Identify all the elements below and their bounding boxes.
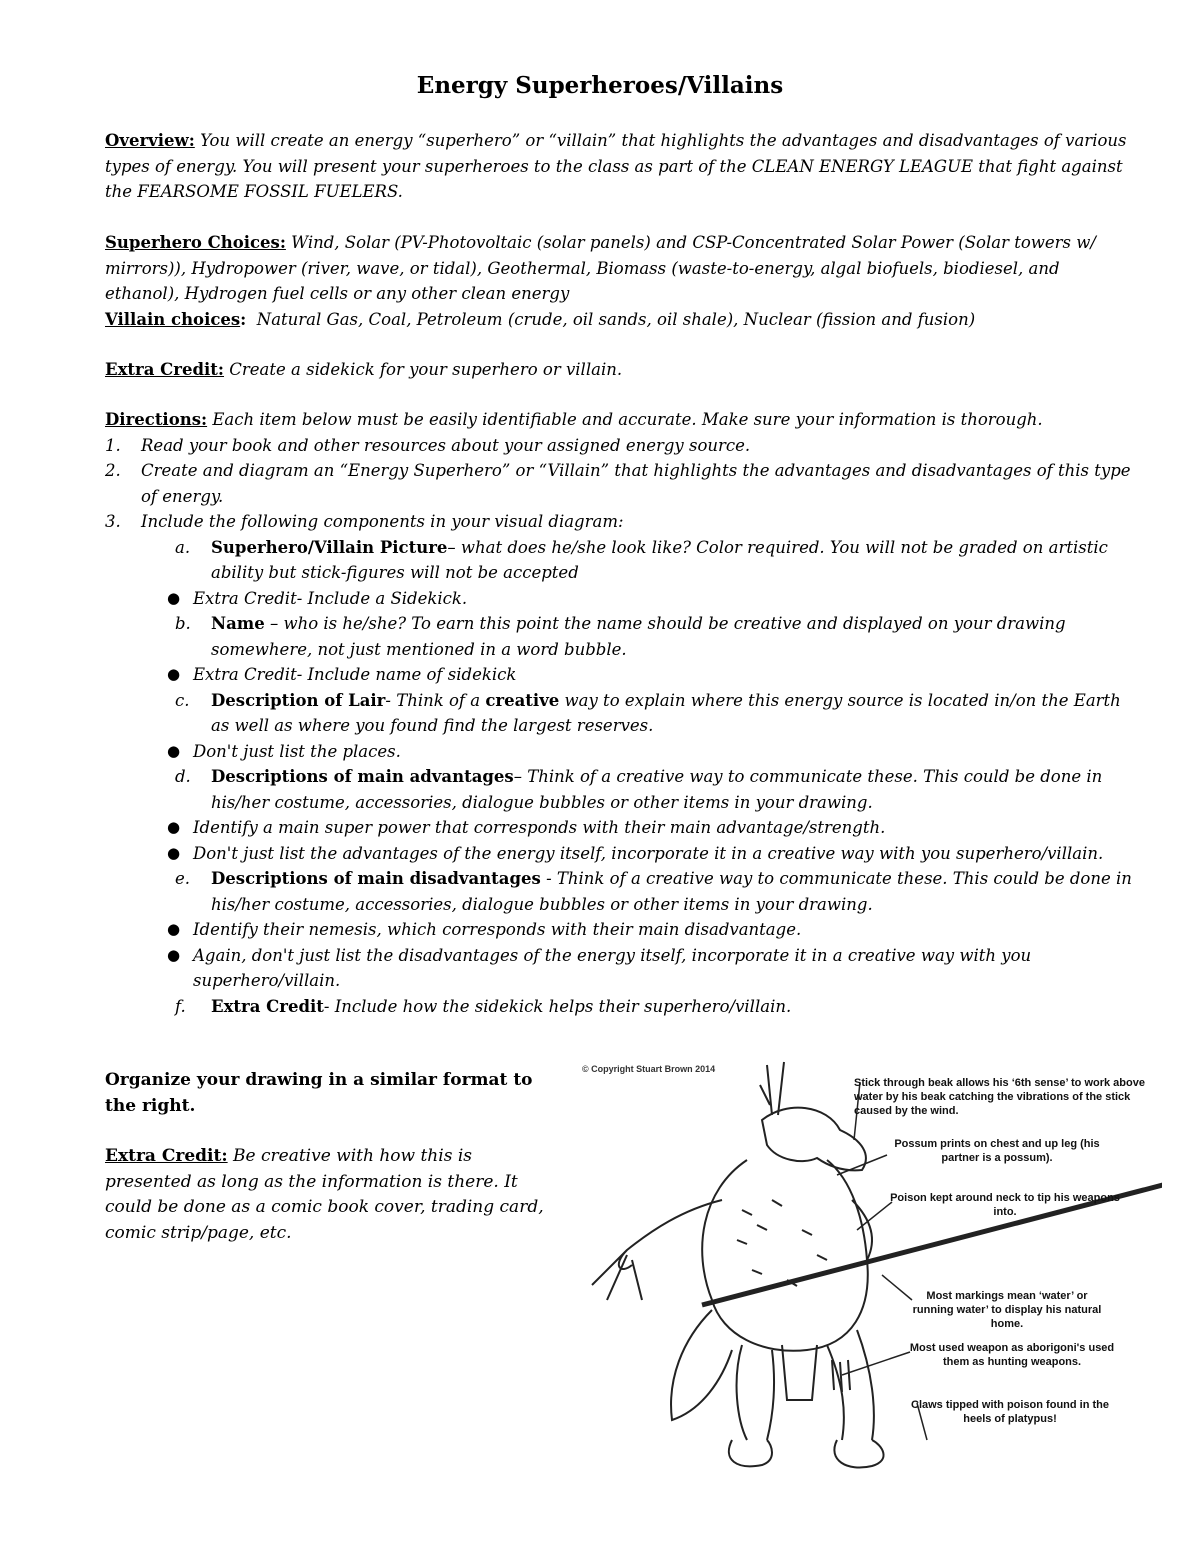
directions-text: Each item below must be easily identifiable and accurate. Make sure your information is thorough. (212, 410, 1043, 429)
annotation-claws: Claws tipped with poison found in the heels of platypus! (911, 1399, 1109, 1425)
component-item-f: f. Extra Credit- Include how the sidekick helps their superhero/villain. (175, 996, 792, 1016)
annotation-beak: Stick through beak allows his ‘6th sense’ to work above water by his beak catching the vibrations of the stick caused by the wind. (854, 1077, 1145, 1117)
bullet-item: ● Extra Credit- Include name of sidekick (105, 662, 1135, 688)
component-item-d: d. Descriptions of main advantages– Think of a creative way to communicate these. This could be done in his/her costume, accessories, dialogue bubbles or other items in your drawing. ● Identify a main super power that corresponds with their main advantage/strength. ● Don't just list the advantages of the energy itself, incorporate it in a creative way with you superhero/villain. (105, 764, 1135, 866)
bullet-item: ● Again, don't just list the disadvantages of the energy itself, incorporate it in a creative way with you superhero/villain. (105, 943, 1135, 994)
annotation-weapon: Most used weapon as aborigoni's used them as hunting weapons. (909, 1342, 1115, 1368)
superhero-choices-label: Superhero Choices: (105, 233, 286, 252)
extra-credit-label: Extra Credit: (105, 360, 225, 379)
component-item-a: a. Superhero/Villain Picture– what does he/she look like? Color required. You will not be graded on artistic ability but stick-figures will not be accepted ● Extra Credit- Include a Sidekick. (105, 535, 1135, 612)
figure-copyright: © Copyright Stuart Brown 2014 (582, 1064, 716, 1074)
bullet-item: ● Identify a main super power that corresponds with their main advantage/strength. (105, 815, 1135, 841)
organize-text: Organize your drawing in a similar format to the right. (105, 1070, 533, 1116)
direction-step: 1. Read your book and other resources about your assigned energy source. (105, 435, 751, 455)
overview-paragraph (105, 128, 1135, 205)
villain-choices-label: Villain choices (105, 310, 241, 329)
components-list (105, 535, 1135, 1020)
page-title: Energy Superheroes/Villains (416, 72, 784, 99)
organize-section (105, 1068, 550, 1246)
superhero-choices-text: Wind, Solar (PV-Photovoltaic (solar panels) and CSP-Concentrated Solar Power (Solar towers w/ mirrors)), Hydropower (river, wave, or tidal), Geothermal, Biomass (waste-to-energy, algal biofuels, biodiesel, and ethanol), Hydrogen fuel cells or any other clean energy (105, 233, 1096, 303)
overview-text: You will create an energy “superhero” or “villain” that highlights the advantages and disadvantages of various types of energy. You will present your superheroes to the class as part of the CLEAN ENERGY LEAGUE that fight against the FEARSOME FOSSIL FUELERS. (105, 131, 1127, 201)
component-item-e: e. Descriptions of main disadvantages - Think of a creative way to communicate these. This could be done in his/her costume, accessories, dialogue bubbles or other items in your drawing. ● Identify their nemesis, which corresponds with their main disadvantage. ● Again, don't just list the disadvantages of the energy itself, incorporate it in a creative way with you superhero/villain. (105, 866, 1135, 994)
bullet-item: ● Extra Credit- Include a Sidekick. (105, 586, 1135, 612)
villain-choices-paragraph: Villain choices: Natural Gas, Coal, Petroleum (crude, oil sands, oil shale), Nuclear (fission and fusion) (105, 310, 976, 329)
annotation-possum: Possum prints on chest and up leg (his partner is a possum). (894, 1138, 1100, 1164)
annotation-markings: Most markings mean ‘water’ or running water’ to display his natural home. (912, 1290, 1102, 1330)
example-figure (572, 1060, 1162, 1490)
overview-label: Overview: (105, 131, 195, 150)
direction-step: 3. Include the following components in your visual diagram: (105, 512, 624, 531)
annotation-poison: Poison kept around neck to tip his weapons into. (890, 1192, 1120, 1218)
extra-credit-bottom-label: Extra Credit: (105, 1146, 228, 1166)
extra-credit-paragraph (105, 357, 1135, 383)
component-item-c: c. Description of Lair- Think of a creative way to explain where this energy source is located in/on the Earth as well as where you found find the largest reserves. ● Don't just list the places. (105, 688, 1135, 765)
extra-credit-bottom-text: Be creative with how this is presented as long as the information is there. It could be done as a comic book cover, trading card, comic strip/page, etc. (105, 1146, 544, 1243)
directions-section (105, 407, 1135, 1019)
bullet-item: ● Don't just list the places. (105, 739, 1135, 765)
extra-credit-text: Create a sidekick for your superhero or villain. (229, 360, 623, 379)
directions-steps (105, 433, 1135, 535)
direction-step: 2. Create and diagram an “Energy Superhero” or “Villain” that highlights the advantages and disadvantages of this type of energy. (105, 461, 1131, 506)
bullet-item: ● Don't just list the advantages of the energy itself, incorporate it in a creative way with you superhero/villain. (105, 841, 1135, 867)
superhero-choices-paragraph (105, 230, 1135, 307)
directions-label: Directions: (105, 410, 208, 429)
directions-intro (105, 407, 1135, 433)
bullet-item: ● Identify their nemesis, which corresponds with their main disadvantage. (105, 917, 1135, 943)
villain-choices-text: Natural Gas, Coal, Petroleum (crude, oil sands, oil shale), Nuclear (fission and fusion) (256, 310, 976, 329)
component-item-b: b. Name – who is he/she? To earn this point the name should be creative and displayed on your drawing somewhere, not just mentioned in a word bubble. ● Extra Credit- Include name of sidekick (105, 611, 1135, 688)
